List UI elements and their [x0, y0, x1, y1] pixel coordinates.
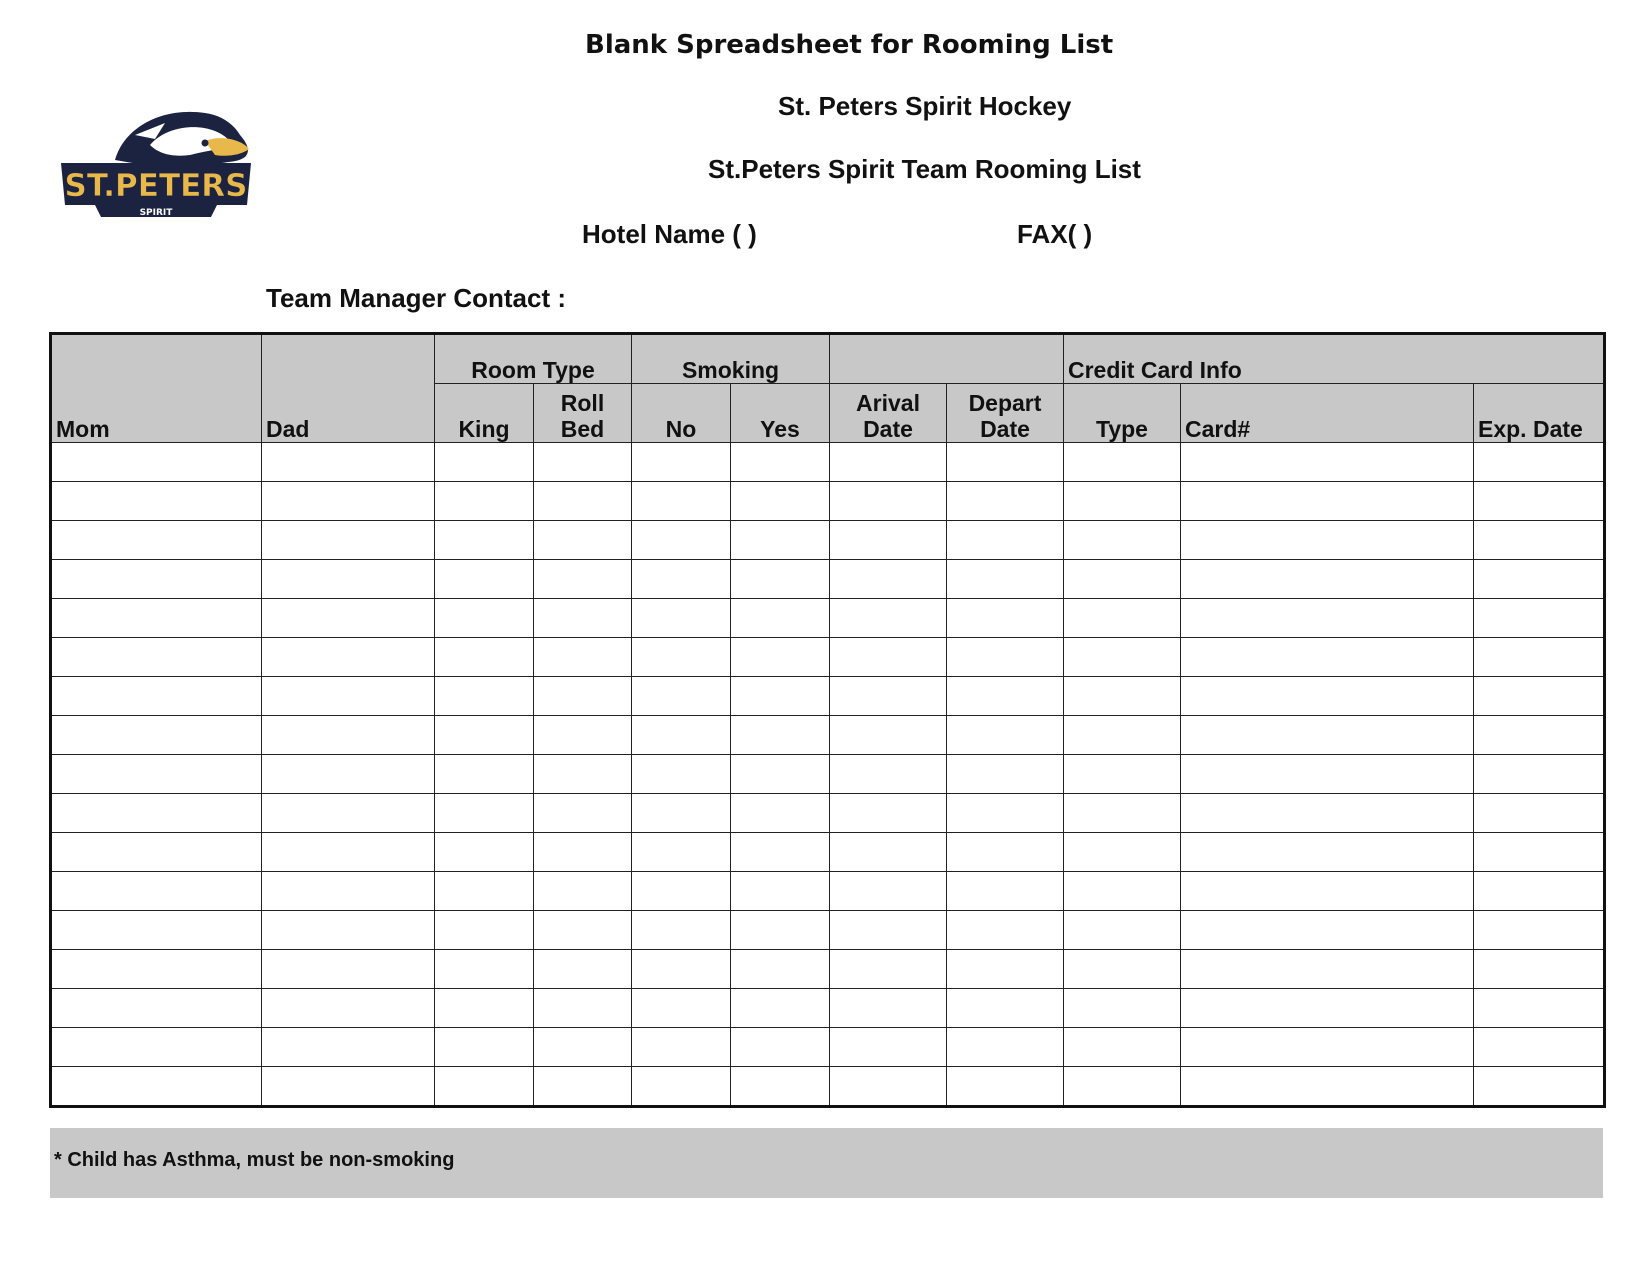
cell-card-number[interactable]	[1181, 521, 1474, 560]
arrival-line1: Arival	[856, 390, 920, 416]
cell-king[interactable]	[435, 560, 534, 599]
cell-depart-date[interactable]	[947, 989, 1064, 1028]
table-row	[51, 872, 1605, 911]
table-row	[51, 716, 1605, 755]
cell-mom[interactable]	[51, 755, 262, 794]
cell-exp-date[interactable]	[1474, 716, 1605, 755]
cell-arrival-date[interactable]	[830, 950, 947, 989]
cell-yes[interactable]	[731, 833, 830, 872]
cell-card-number[interactable]	[1181, 872, 1474, 911]
cell-depart-date[interactable]	[947, 638, 1064, 677]
cell-yes[interactable]	[731, 950, 830, 989]
cell-mom[interactable]	[51, 872, 262, 911]
cell-card-number[interactable]	[1181, 638, 1474, 677]
cell-roll-bed[interactable]	[534, 1028, 632, 1067]
rooming-table	[49, 332, 1606, 1108]
cell-dad[interactable]	[262, 755, 435, 794]
cell-arrival-date[interactable]	[830, 638, 947, 677]
cell-card-number[interactable]	[1181, 482, 1474, 521]
cell-mom[interactable]	[51, 911, 262, 950]
cell-depart-date[interactable]	[947, 755, 1064, 794]
cell-arrival-date[interactable]	[830, 443, 947, 482]
cell-card-type[interactable]	[1064, 560, 1181, 599]
cell-dad[interactable]	[262, 1067, 435, 1107]
col-header-card-number: Card#	[1181, 384, 1474, 443]
arrival-line2: Date	[863, 416, 913, 442]
cell-king[interactable]	[435, 638, 534, 677]
cell-card-type[interactable]	[1064, 1067, 1181, 1107]
cell-card-type[interactable]	[1064, 599, 1181, 638]
cell-exp-date[interactable]	[1474, 482, 1605, 521]
cell-mom[interactable]	[51, 638, 262, 677]
cell-no[interactable]	[632, 872, 731, 911]
cell-arrival-date[interactable]	[830, 872, 947, 911]
cell-mom[interactable]	[51, 521, 262, 560]
table-row	[51, 911, 1605, 950]
cell-card-number[interactable]	[1181, 716, 1474, 755]
cell-yes[interactable]	[731, 755, 830, 794]
cell-card-type[interactable]	[1064, 911, 1181, 950]
team-logo	[55, 105, 255, 223]
cell-yes[interactable]	[731, 794, 830, 833]
cell-depart-date[interactable]	[947, 599, 1064, 638]
cell-king[interactable]	[435, 1028, 534, 1067]
cell-yes[interactable]	[731, 1067, 830, 1107]
cell-depart-date[interactable]	[947, 1028, 1064, 1067]
cell-dad[interactable]	[262, 677, 435, 716]
col-header-exp-date: Exp. Date	[1474, 384, 1605, 443]
cell-yes[interactable]	[731, 911, 830, 950]
cell-depart-date[interactable]	[947, 443, 1064, 482]
cell-card-number[interactable]	[1181, 560, 1474, 599]
header-row-groups	[51, 334, 1605, 384]
cell-no[interactable]	[632, 716, 731, 755]
cell-arrival-date[interactable]	[830, 911, 947, 950]
cell-dad[interactable]	[262, 443, 435, 482]
cell-card-type[interactable]	[1064, 950, 1181, 989]
cell-roll-bed[interactable]	[534, 560, 632, 599]
cell-exp-date[interactable]	[1474, 521, 1605, 560]
table-row	[51, 1028, 1605, 1067]
col-header-no: No	[632, 384, 731, 443]
cell-king[interactable]	[435, 482, 534, 521]
table-row	[51, 599, 1605, 638]
cell-mom[interactable]	[51, 716, 262, 755]
cell-depart-date[interactable]	[947, 1067, 1064, 1107]
cell-roll-bed[interactable]	[534, 911, 632, 950]
cell-roll-bed[interactable]	[534, 521, 632, 560]
cell-depart-date[interactable]	[947, 794, 1064, 833]
cell-card-type[interactable]	[1064, 716, 1181, 755]
asthma-note: * Child has Asthma, must be non-smoking	[54, 1149, 455, 1171]
cell-arrival-date[interactable]	[830, 755, 947, 794]
cell-no[interactable]	[632, 833, 731, 872]
cell-king[interactable]	[435, 911, 534, 950]
cell-arrival-date[interactable]	[830, 989, 947, 1028]
cell-yes[interactable]	[731, 989, 830, 1028]
cell-no[interactable]	[632, 950, 731, 989]
cell-dad[interactable]	[262, 833, 435, 872]
cell-no[interactable]	[632, 755, 731, 794]
table-row	[51, 794, 1605, 833]
col-header-king: King	[435, 384, 534, 443]
cell-card-number[interactable]	[1181, 1028, 1474, 1067]
cell-arrival-date[interactable]	[830, 1067, 947, 1107]
table-row	[51, 443, 1605, 482]
cell-king[interactable]	[435, 1067, 534, 1107]
col-header-arrival-date	[830, 384, 947, 443]
cell-mom[interactable]	[51, 950, 262, 989]
group-header-credit-card: Credit Card Info	[1064, 334, 1605, 384]
group-header-room-type: Room Type	[435, 334, 632, 384]
cell-card-number[interactable]	[1181, 794, 1474, 833]
col-header-dad: Dad	[262, 334, 435, 443]
cell-yes[interactable]	[731, 716, 830, 755]
cell-arrival-date[interactable]	[830, 716, 947, 755]
cell-exp-date[interactable]	[1474, 599, 1605, 638]
cell-card-number[interactable]	[1181, 677, 1474, 716]
cell-exp-date[interactable]	[1474, 911, 1605, 950]
cell-yes[interactable]	[731, 638, 830, 677]
cell-yes[interactable]	[731, 677, 830, 716]
table-body	[51, 443, 1605, 1107]
cell-depart-date[interactable]	[947, 521, 1064, 560]
cell-no[interactable]	[632, 911, 731, 950]
cell-yes[interactable]	[731, 872, 830, 911]
cell-roll-bed[interactable]	[534, 794, 632, 833]
cell-yes[interactable]	[731, 521, 830, 560]
cell-roll-bed[interactable]	[534, 677, 632, 716]
cell-depart-date[interactable]	[947, 872, 1064, 911]
cell-dad[interactable]	[262, 911, 435, 950]
rooming-list-title: St.Peters Spirit Team Rooming List	[708, 154, 1141, 184]
cell-card-type[interactable]	[1064, 677, 1181, 716]
cell-no[interactable]	[632, 794, 731, 833]
cell-king[interactable]	[435, 872, 534, 911]
cell-king[interactable]	[435, 677, 534, 716]
cell-yes[interactable]	[731, 599, 830, 638]
cell-arrival-date[interactable]	[830, 1028, 947, 1067]
cell-card-number[interactable]	[1181, 833, 1474, 872]
cell-king[interactable]	[435, 989, 534, 1028]
cell-roll-bed[interactable]	[534, 755, 632, 794]
depart-line1: Depart	[968, 390, 1042, 416]
cell-roll-bed[interactable]	[534, 443, 632, 482]
cell-exp-date[interactable]	[1474, 677, 1605, 716]
table-row	[51, 833, 1605, 872]
cell-mom[interactable]	[51, 482, 262, 521]
cell-depart-date[interactable]	[947, 833, 1064, 872]
cell-dad[interactable]	[262, 560, 435, 599]
cell-roll-bed[interactable]	[534, 638, 632, 677]
cell-exp-date[interactable]	[1474, 794, 1605, 833]
col-header-card-type: Type	[1064, 384, 1181, 443]
cell-exp-date[interactable]	[1474, 1028, 1605, 1067]
cell-card-type[interactable]	[1064, 872, 1181, 911]
cell-mom[interactable]	[51, 833, 262, 872]
table-row	[51, 560, 1605, 599]
cell-card-number[interactable]	[1181, 1067, 1474, 1107]
cell-card-type[interactable]	[1064, 833, 1181, 872]
cell-no[interactable]	[632, 1067, 731, 1107]
cell-exp-date[interactable]	[1474, 560, 1605, 599]
cell-roll-bed[interactable]	[534, 1067, 632, 1107]
table-row	[51, 755, 1605, 794]
document-title: Blank Spreadsheet for Rooming List	[585, 30, 1114, 60]
cell-dad[interactable]	[262, 794, 435, 833]
cell-exp-date[interactable]	[1474, 1067, 1605, 1107]
fax-label: FAX( )	[1017, 219, 1093, 249]
cell-no[interactable]	[632, 1028, 731, 1067]
cell-exp-date[interactable]	[1474, 443, 1605, 482]
cell-depart-date[interactable]	[947, 911, 1064, 950]
cell-dad[interactable]	[262, 599, 435, 638]
logo-text-main: ST.PETERS	[64, 168, 248, 204]
table-row	[51, 482, 1605, 521]
roll-bed-line2: Bed	[560, 416, 605, 442]
cell-card-type[interactable]	[1064, 755, 1181, 794]
cell-card-number[interactable]	[1181, 599, 1474, 638]
cell-card-number[interactable]	[1181, 950, 1474, 989]
cell-no[interactable]	[632, 443, 731, 482]
cell-dad[interactable]	[262, 872, 435, 911]
col-header-roll-bed	[534, 384, 632, 443]
cell-exp-date[interactable]	[1474, 755, 1605, 794]
cell-card-number[interactable]	[1181, 911, 1474, 950]
cell-arrival-date[interactable]	[830, 677, 947, 716]
cell-arrival-date[interactable]	[830, 794, 947, 833]
cell-card-type[interactable]	[1064, 794, 1181, 833]
cell-card-type[interactable]	[1064, 989, 1181, 1028]
cell-no[interactable]	[632, 599, 731, 638]
cell-mom[interactable]	[51, 443, 262, 482]
group-header-dates-blank	[830, 334, 1064, 384]
cell-dad[interactable]	[262, 716, 435, 755]
cell-arrival-date[interactable]	[830, 482, 947, 521]
table-row	[51, 638, 1605, 677]
cell-king[interactable]	[435, 833, 534, 872]
roll-bed-line1: Roll	[560, 390, 605, 416]
cell-yes[interactable]	[731, 482, 830, 521]
cell-arrival-date[interactable]	[830, 599, 947, 638]
cell-arrival-date[interactable]	[830, 833, 947, 872]
note-band	[50, 1128, 1603, 1198]
cell-roll-bed[interactable]	[534, 950, 632, 989]
cell-arrival-date[interactable]	[830, 560, 947, 599]
cell-card-number[interactable]	[1181, 989, 1474, 1028]
team-manager-contact-label: Team Manager Contact :	[266, 283, 567, 313]
cell-dad[interactable]	[262, 638, 435, 677]
table-row	[51, 1067, 1605, 1107]
cell-card-type[interactable]	[1064, 482, 1181, 521]
cell-mom[interactable]	[51, 1067, 262, 1107]
cell-mom[interactable]	[51, 560, 262, 599]
cell-roll-bed[interactable]	[534, 716, 632, 755]
cell-king[interactable]	[435, 521, 534, 560]
cell-mom[interactable]	[51, 1028, 262, 1067]
col-header-depart-date	[947, 384, 1064, 443]
cell-exp-date[interactable]	[1474, 989, 1605, 1028]
cell-depart-date[interactable]	[947, 677, 1064, 716]
cell-depart-date[interactable]	[947, 950, 1064, 989]
cell-mom[interactable]	[51, 794, 262, 833]
cell-dad[interactable]	[262, 1028, 435, 1067]
cell-no[interactable]	[632, 989, 731, 1028]
col-header-yes: Yes	[731, 384, 830, 443]
cell-card-type[interactable]	[1064, 1028, 1181, 1067]
cell-no[interactable]	[632, 677, 731, 716]
cell-mom[interactable]	[51, 989, 262, 1028]
cell-card-number[interactable]	[1181, 443, 1474, 482]
cell-king[interactable]	[435, 950, 534, 989]
cell-mom[interactable]	[51, 599, 262, 638]
cell-depart-date[interactable]	[947, 560, 1064, 599]
cell-yes[interactable]	[731, 1028, 830, 1067]
cell-arrival-date[interactable]	[830, 521, 947, 560]
cell-yes[interactable]	[731, 560, 830, 599]
cell-dad[interactable]	[262, 950, 435, 989]
cell-no[interactable]	[632, 560, 731, 599]
cell-card-type[interactable]	[1064, 521, 1181, 560]
cell-king[interactable]	[435, 716, 534, 755]
hotel-name-label: Hotel Name ( )	[582, 219, 757, 249]
cell-king[interactable]	[435, 755, 534, 794]
cell-no[interactable]	[632, 638, 731, 677]
cell-exp-date[interactable]	[1474, 833, 1605, 872]
cell-card-type[interactable]	[1064, 443, 1181, 482]
cell-card-number[interactable]	[1181, 755, 1474, 794]
cell-king[interactable]	[435, 794, 534, 833]
cell-roll-bed[interactable]	[534, 989, 632, 1028]
logo-text-sub: SPIRIT	[139, 208, 173, 218]
cell-mom[interactable]	[51, 677, 262, 716]
cell-depart-date[interactable]	[947, 482, 1064, 521]
organization-title: St. Peters Spirit Hockey	[778, 91, 1072, 121]
cell-exp-date[interactable]	[1474, 872, 1605, 911]
table-row	[51, 989, 1605, 1028]
cell-roll-bed[interactable]	[534, 833, 632, 872]
table-row	[51, 521, 1605, 560]
cell-king[interactable]	[435, 599, 534, 638]
cell-exp-date[interactable]	[1474, 638, 1605, 677]
cell-dad[interactable]	[262, 521, 435, 560]
cell-dad[interactable]	[262, 989, 435, 1028]
cell-roll-bed[interactable]	[534, 482, 632, 521]
cell-roll-bed[interactable]	[534, 599, 632, 638]
col-header-mom: Mom	[51, 334, 262, 443]
cell-no[interactable]	[632, 482, 731, 521]
cell-king[interactable]	[435, 443, 534, 482]
group-header-smoking: Smoking	[632, 334, 830, 384]
cell-dad[interactable]	[262, 482, 435, 521]
cell-yes[interactable]	[731, 443, 830, 482]
cell-depart-date[interactable]	[947, 716, 1064, 755]
cell-exp-date[interactable]	[1474, 950, 1605, 989]
cell-card-type[interactable]	[1064, 638, 1181, 677]
table-row	[51, 677, 1605, 716]
table-row	[51, 950, 1605, 989]
cell-roll-bed[interactable]	[534, 872, 632, 911]
depart-line2: Date	[980, 416, 1030, 442]
cell-no[interactable]	[632, 521, 731, 560]
